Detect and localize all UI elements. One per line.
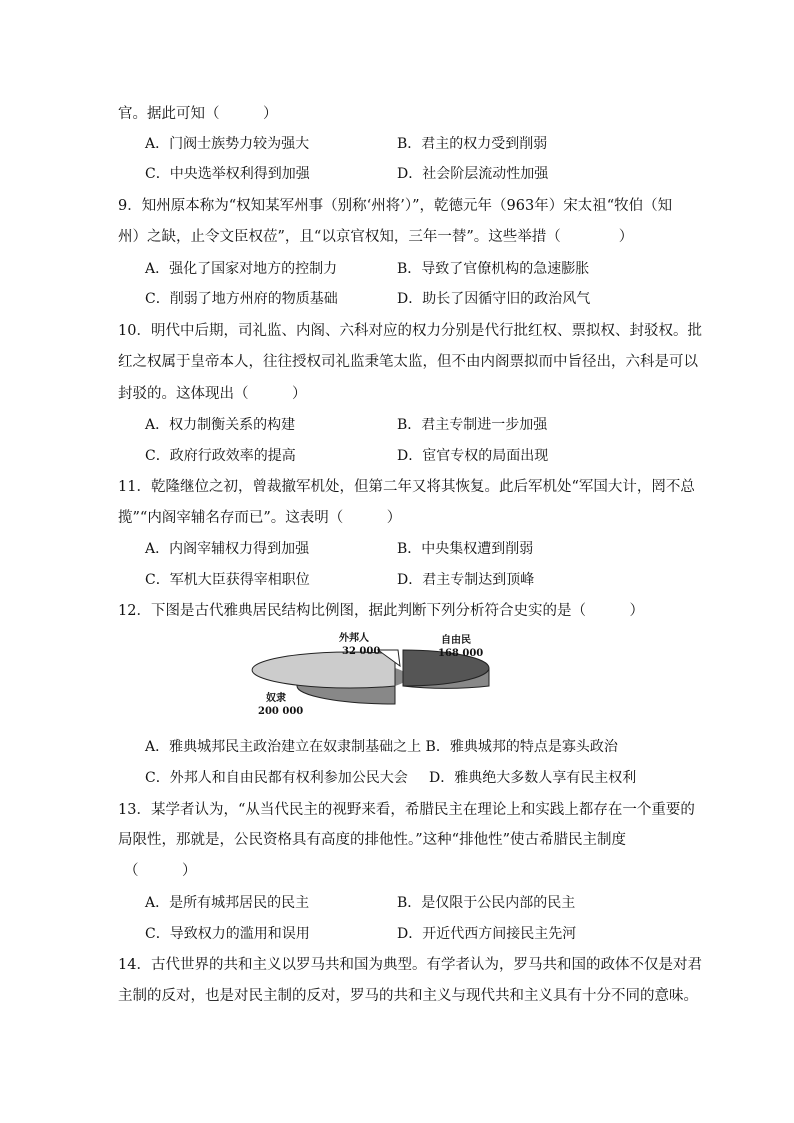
q8-option-c[interactable]: C．中央选举权利得到加强	[145, 166, 310, 182]
q12-option-d[interactable]: D．雅典绝大多数人享有民主权利	[429, 770, 637, 786]
question-9-stem-1: 9．知州原本称为“权知某军州事（别称‘州将’）”，乾德元年（963年）宋太祖“牧伯（知	[118, 198, 673, 214]
question-10-stem-3: 封驳的。这体现出（ ）	[118, 386, 307, 402]
q11-option-d[interactable]: D．君主专制达到顶峰	[397, 572, 535, 588]
question-13-stem-1: 13．某学者认为，“从当代民主的视野来看，希腊民主在理论上和实践上都存在一个重要的	[118, 802, 695, 818]
q10-option-b[interactable]: B．君主专制进一步加强	[397, 417, 548, 433]
q11-option-b[interactable]: B．中央集权遭到削弱	[397, 541, 534, 557]
label-foreigners: 外邦人	[339, 633, 369, 644]
question-13-stem-3: （ ）	[124, 863, 197, 879]
q13-option-a[interactable]: A．是所有城邦居民的民主	[145, 895, 310, 911]
athens-population-pie-chart	[250, 628, 500, 720]
pie-chart-svg	[250, 628, 500, 720]
label-free: 自由民	[441, 635, 471, 646]
q9-option-b[interactable]: B．导致了官僚机构的急速膨胀	[397, 261, 590, 277]
q9-option-d[interactable]: D．助长了因循守旧的政治风气	[397, 291, 591, 307]
value-slaves: 200 000	[258, 706, 304, 717]
question-12-stem: 12．下图是古代雅典居民结构比例图，据此判断下列分析符合史实的是（ ）	[118, 603, 644, 619]
question-8-tail: 官。据此可知（ ）	[118, 106, 278, 122]
question-14-stem-1: 14．古代世界的共和主义以罗马共和国为典型。有学者认为，罗马共和国的政体不仅是对君	[118, 957, 702, 973]
question-11-stem-1: 11．乾隆继位之初，曾裁撤军机处，但第二年又将其恢复。此后军机处“军国大计，罔不总	[118, 479, 695, 495]
q13-option-c[interactable]: C．导致权力的滥用和误用	[145, 926, 310, 942]
q10-option-c[interactable]: C．政府行政效率的提高	[145, 448, 296, 464]
q10-option-d[interactable]: D．宦官专权的局面出现	[397, 448, 549, 464]
q12-option-a-b[interactable]: A．雅典城邦民主政治建立在奴隶制基础之上 B．雅典城邦的特点是寡头政治	[145, 739, 618, 755]
q8-option-d[interactable]: D．社会阶层流动性加强	[397, 166, 549, 182]
value-foreigners: 32 000	[342, 646, 381, 657]
question-14-stem-2: 主制的反对，也是对民主制的反对，罗马的共和主义与现代共和主义具有十分不同的意味。	[118, 988, 698, 1004]
q9-option-a[interactable]: A．强化了国家对地方的控制力	[145, 261, 338, 277]
q10-option-a[interactable]: A．权力制衡关系的构建	[145, 417, 296, 433]
q8-option-b[interactable]: B．君主的权力受到削弱	[397, 136, 548, 152]
question-10-stem-2: 红之权属于皇帝本人，往往授权司礼监秉笔太监，但不由内阁票拟而中旨径出，六科是可以	[118, 354, 698, 370]
q8-option-a[interactable]: A．门阀士族势力较为强大	[145, 136, 310, 152]
question-9-stem-2: 州）之缺，止令文臣权莅”，且“以京官权知，三年一替”。这些举措（ ）	[118, 229, 634, 245]
pie-top-slaves	[252, 652, 395, 688]
label-slaves: 奴隶	[266, 693, 286, 704]
q11-option-c[interactable]: C．军机大臣获得宰相职位	[145, 572, 310, 588]
question-10-stem-1: 10．明代中后期，司礼监、内阁、六科对应的权力分别是代行批红权、票拟权、封驳权。批	[118, 323, 702, 339]
q11-option-a[interactable]: A．内阁宰辅权力得到加强	[145, 541, 310, 557]
q13-option-d[interactable]: D．开近代西方间接民主先河	[397, 926, 577, 942]
question-13-stem-2: 局限性，那就是，公民资格具有高度的排他性。”这种“排他性”使古希腊民主制度	[118, 832, 626, 848]
value-free: 168 000	[438, 648, 484, 659]
question-11-stem-2: 揽”“内阁宰辅名存而已”。这表明（ ）	[118, 510, 402, 526]
q13-option-b[interactable]: B．是仅限于公民内部的民主	[397, 895, 576, 911]
q9-option-c[interactable]: C．削弱了地方州府的物质基础	[145, 291, 338, 307]
q12-option-c[interactable]: C．外邦人和自由民都有权利参加公民大会	[145, 770, 408, 786]
